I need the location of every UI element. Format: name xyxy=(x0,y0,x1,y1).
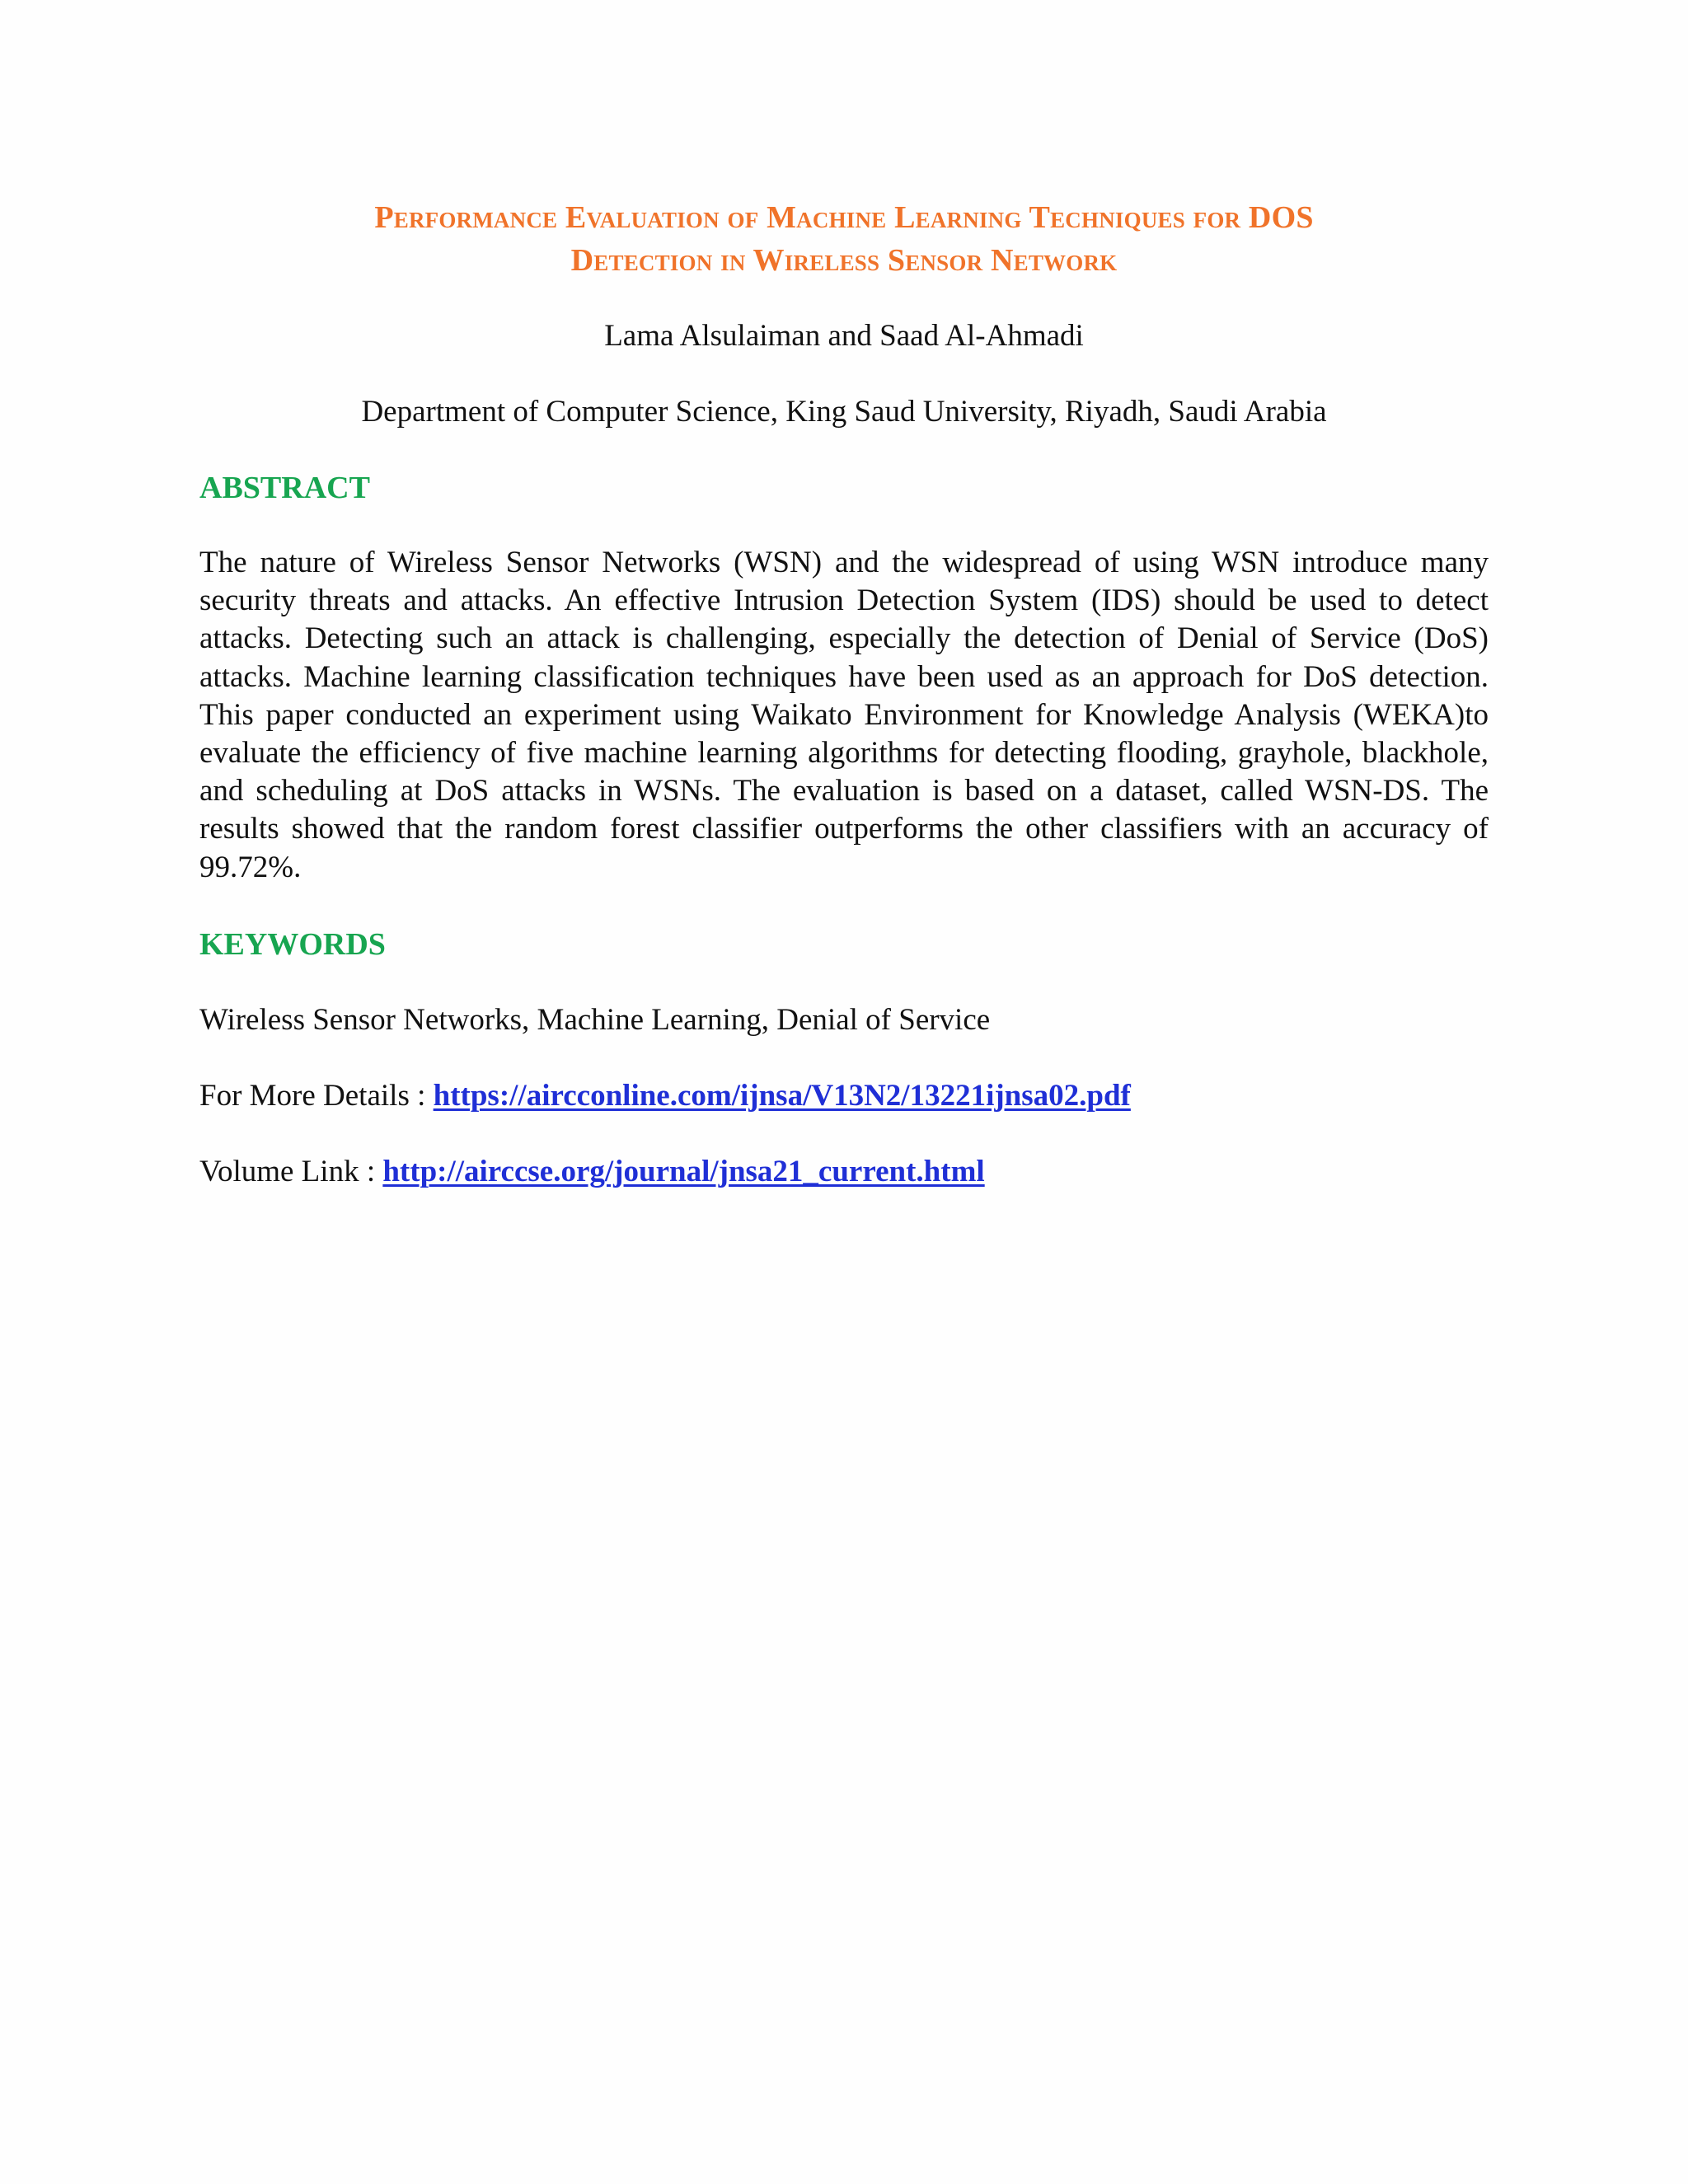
abstract-heading: ABSTRACT xyxy=(199,471,370,505)
details-link-line xyxy=(199,1078,1489,1114)
paper-authors: Lama Alsulaiman and Saad Al-Ahmadi xyxy=(604,319,1084,353)
details-link[interactable]: https://aircconline.com/ijnsa/V13N2/13221ijnsa02.pdf xyxy=(433,1078,1131,1113)
paper-content xyxy=(199,196,1489,1190)
paper-title xyxy=(199,196,1489,282)
paper-affiliation: Department of Computer Science, King Saud University, Riyadh, Saudi Arabia xyxy=(361,395,1327,429)
volume-label: Volume Link : xyxy=(199,1154,383,1188)
volume-link-line xyxy=(199,1154,1489,1190)
paper-title-line-1: Performance Evaluation of Machine Learning Techniques for DOS xyxy=(374,200,1314,235)
paper-title-line-2: Detection in Wireless Sensor Network xyxy=(570,243,1118,278)
keywords-list: Wireless Sensor Networks, Machine Learning, Denial of Service xyxy=(199,1002,991,1037)
details-label: For More Details : xyxy=(199,1078,434,1113)
volume-link[interactable]: http://airccse.org/journal/jnsa21_current.html xyxy=(382,1154,985,1188)
keywords-heading: KEYWORDS xyxy=(199,926,386,962)
abstract-body: The nature of Wireless Sensor Networks (WSN) and the widespread of using WSN introduce many security threats and attacks. An effective Intrusion Detection System (IDS) should be used to detect attacks. Detecting such an attack is challenging, especially the detection of Denial of Service (DoS) attacks. Machine learning classification techniques have been used as an approach for DoS detection. This paper conducted an experiment using Waikato Environment for Knowledge Analysis (WEKA)to evaluate the efficiency of five machine learning algorithms for detecting flooding, grayhole, blackhole, and scheduling at DoS attacks in WSNs. The evaluation is based on a dataset, called WSN-DS. The results showed that the random forest classifier outperforms the other classifiers with an accuracy of 99.72%. xyxy=(199,546,1489,884)
